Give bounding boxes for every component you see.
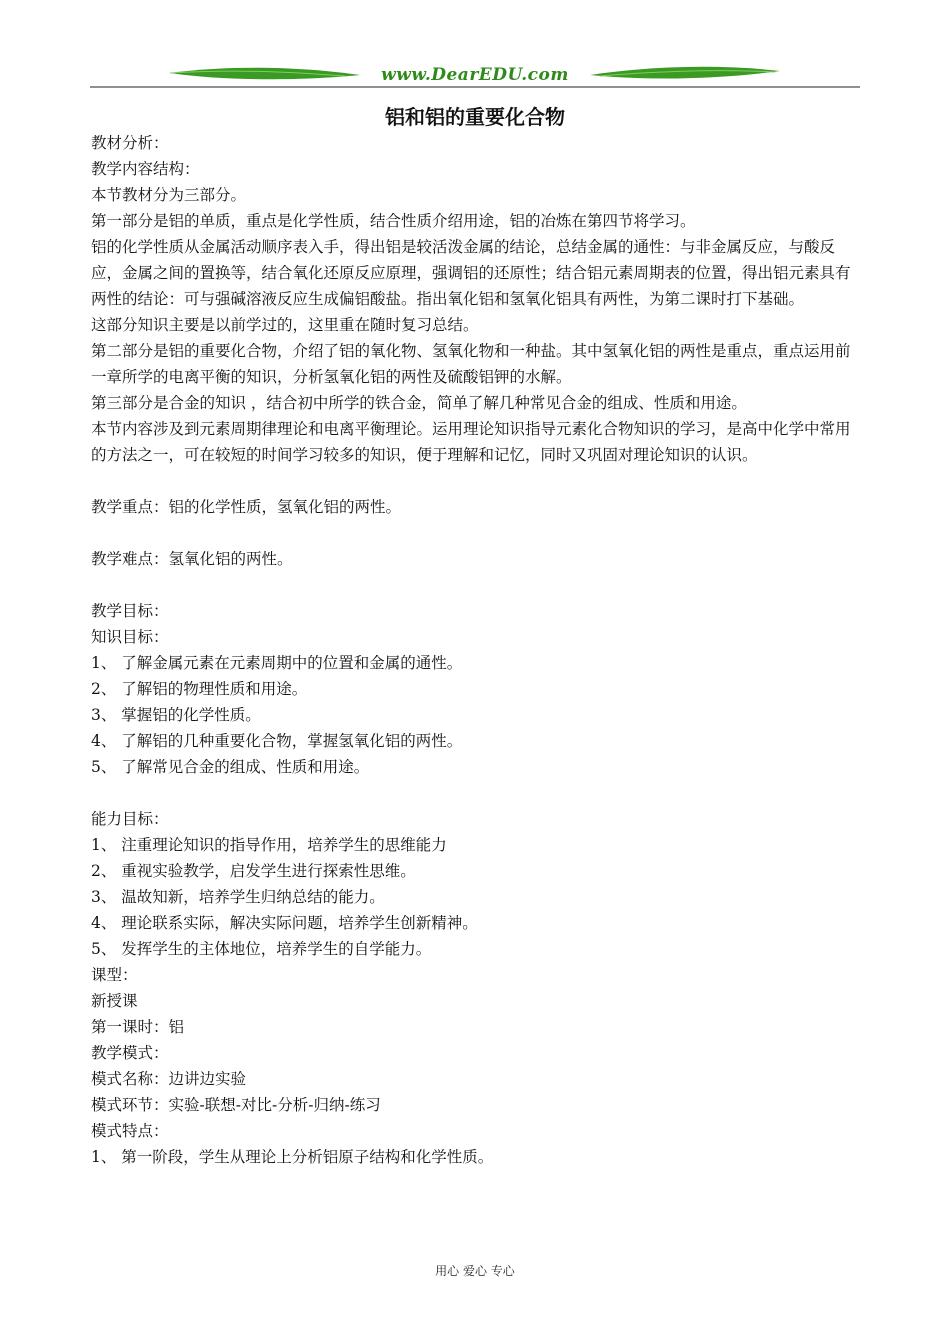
body-paragraph: 能力目标： — [91, 810, 169, 828]
body-paragraph: 新授课 — [91, 992, 138, 1010]
body-paragraph: 教学模式： — [91, 1044, 169, 1062]
body-paragraph: 1、 第一阶段，学生从理论上分析铝原子结构和化学性质。 — [91, 1148, 494, 1166]
body-paragraph: 本节教材分为三部分。 — [91, 186, 247, 204]
body-paragraph: 课型： — [91, 966, 138, 984]
body-paragraph: 3、 掌握铝的化学性质。 — [91, 706, 261, 724]
page-footer: 用心 爱心 专心 — [435, 1264, 515, 1278]
body-paragraph: 教学难点：氢氧化铝的两性。 — [91, 550, 293, 568]
header-brand: www.DearEDU.com — [381, 65, 569, 85]
body-paragraph: 2、 了解铝的物理性质和用途。 — [91, 680, 308, 698]
body-paragraph: 教学目标： — [91, 602, 169, 620]
body-paragraph: 知识目标： — [91, 628, 169, 646]
body-paragraph: 教学重点：铝的化学性质，氢氧化铝的两性。 — [91, 498, 402, 516]
body-paragraph: 3、 温故知新，培养学生归纳总结的能力。 — [91, 888, 385, 906]
body-paragraph: 第一部分是铝的单质，重点是化学性质，结合性质介绍用途，铝的冶炼在第四节将学习。 — [91, 212, 696, 230]
blank-line — [91, 468, 861, 494]
blank-line — [91, 572, 861, 598]
body-paragraph: 第三部分是合金的知识 ，结合初中所学的铁合金，简单了解几种常见合金的组成、性质和用途。 — [91, 394, 747, 412]
body-paragraph: 2、 重视实验教学，启发学生进行探索性思维。 — [91, 862, 416, 880]
page-header — [90, 60, 860, 92]
body-paragraph: 5、 了解常见合金的组成、性质和用途。 — [91, 758, 370, 776]
body-paragraph: 本节内容涉及到元素周期律理论和电离平衡理论。运用理论知识指导元素化合物知识的学习，是高中化学中常用的方法之一，可在较短的时间学习较多的知识，便于理解和记忆，同时又巩固对理论知识的认识。 — [91, 420, 851, 464]
body-paragraph: 4、 理论联系实际，解决实际问题，培养学生创新精神。 — [91, 914, 478, 932]
body-paragraph: 铝的化学性质从金属活动顺序表入手，得出铝是较活泼金属的结论，总结金属的通性：与非金属反应，与酸反应，金属之间的置换等，结合氧化还原反应原理，强调铝的还原性；结合铝元素周期表的位置，得出铝元素具有两性的结论：可与强碱溶液反应生成偏铝酸盐。指出氧化铝和氢氧化铝具有两性，为第二课时打下基础。 — [91, 238, 851, 308]
body-paragraph: 模式环节：实验-联想-对比-分析-归纳-练习 — [91, 1096, 381, 1114]
body-paragraph: 模式特点： — [91, 1122, 169, 1140]
blank-line — [91, 780, 861, 806]
body-paragraph: 1、 了解金属元素在元素周期中的位置和金属的通性。 — [91, 654, 463, 672]
body-paragraph: 5、 发挥学生的主体地位，培养学生的自学能力。 — [91, 940, 432, 958]
body-paragraph: 1、 注重理论知识的指导作用，培养学生的思维能力 — [91, 836, 447, 854]
blank-line — [91, 520, 861, 546]
document-title: 铝和铝的重要化合物 — [385, 105, 565, 129]
body-paragraph: 第二部分是铝的重要化合物，介绍了铝的氧化物、氢氧化物和一种盐。其中氢氧化铝的两性是重点，重点运用前一章所学的电离平衡的知识，分析氢氧化铝的两性及硫酸铝钾的水解。 — [91, 342, 851, 386]
body-paragraph: 4、 了解铝的几种重要化合物，掌握氢氧化铝的两性。 — [91, 732, 463, 750]
body-paragraph: 模式名称：边讲边实验 — [91, 1070, 247, 1088]
body-paragraph: 这部分知识主要是以前学过的，这里重在随时复习总结。 — [91, 316, 479, 334]
document-body — [91, 130, 861, 1170]
body-paragraph: 教学内容结构： — [91, 160, 200, 178]
body-paragraph: 第一课时：铝 — [91, 1018, 185, 1036]
body-paragraph: 教材分析： — [91, 134, 169, 152]
